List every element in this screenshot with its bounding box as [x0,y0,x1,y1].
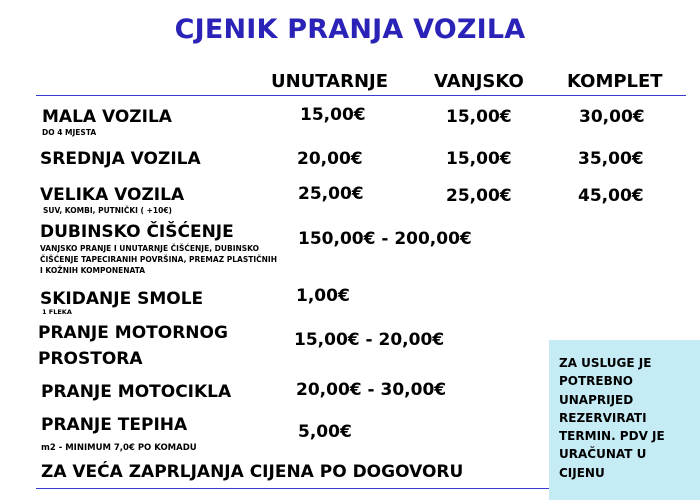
service-name-motorni-prostor-line1: PRANJE MOTORNOG [38,323,228,343]
column-header-unutarnje: UNUTARNJE [271,71,389,92]
header-divider [36,95,686,96]
price-pranje-tepiha: 5,00€ [298,422,352,442]
service-name-pranje-tepiha: PRANJE TEPIHA [41,415,188,435]
price-velika-komplet: 45,00€ [578,186,644,206]
info-box [549,340,700,500]
price-velika-vanjsko: 25,00€ [446,186,512,206]
price-mala-komplet: 30,00€ [579,107,645,127]
price-mala-vanjsko: 15,00€ [446,107,512,127]
service-note-dubinsko-line3: I KOŽNIH KOMPONENATA [40,266,146,275]
footer-note: ZA VEĆA ZAPRLJANJA CIJENA PO DOGOVORU [41,462,464,482]
column-header-komplet: KOMPLET [567,71,663,92]
price-skidanje-smole: 1,00€ [296,286,350,306]
service-note-dubinsko-line2: ČIŠĆENJE TAPECIRANIH POVRŠINA, PREMAZ PLASTIČNIH [40,255,277,264]
service-name-mala-vozila: MALA VOZILA [42,107,172,127]
page-title: CJENIK PRANJA VOZILA [174,14,526,45]
price-srednja-komplet: 35,00€ [578,149,644,169]
service-name-skidanje-smole: SKIDANJE SMOLE [40,289,204,309]
service-note-pranje-tepiha: m2 - MINIMUM 7,0€ PO KOMADU [41,443,197,453]
price-velika-unutarnje: 25,00€ [298,184,364,204]
price-mala-unutarnje: 15,00€ [300,105,366,125]
service-name-pranje-motocikla: PRANJE MOTOCIKLA [41,382,232,402]
price-pranje-motocikla: 20,00€ - 30,00€ [296,380,447,400]
service-name-motorni-prostor-line2: PROSTORA [38,349,143,369]
price-dubinsko-ciscenje: 150,00€ - 200,00€ [298,229,472,249]
info-box-text: ZA USLUGE JE POTREBNO UNAPRIJED REZERVIRATI TERMIN. PDV JE URAČUNAT U CIJENU [559,356,665,480]
service-name-dubinsko-ciscenje: DUBINSKO ČIŠĆENJE [40,222,234,242]
service-name-velika-vozila: VELIKA VOZILA [40,185,185,205]
price-srednja-unutarnje: 20,00€ [297,149,363,169]
service-name-srednja-vozila: SREDNJA VOZILA [40,149,201,169]
service-note-dubinsko-line1: VANJSKO PRANJE I UNUTARNJE ČIŠĆENJE, DUBINSKO [40,244,260,253]
price-motorni-prostor: 15,00€ - 20,00€ [294,330,445,350]
service-note-mala-vozila: DO 4 MJESTA [42,128,97,137]
service-note-skidanje-smole: 1 FLEKA [42,308,72,316]
service-note-velika-vozila: SUV, KOMBI, PUTNIČKI ( +10€) [43,206,172,215]
price-srednja-vanjsko: 15,00€ [446,149,512,169]
footer-divider [36,488,549,489]
column-header-vanjsko: VANJSKO [434,71,524,92]
